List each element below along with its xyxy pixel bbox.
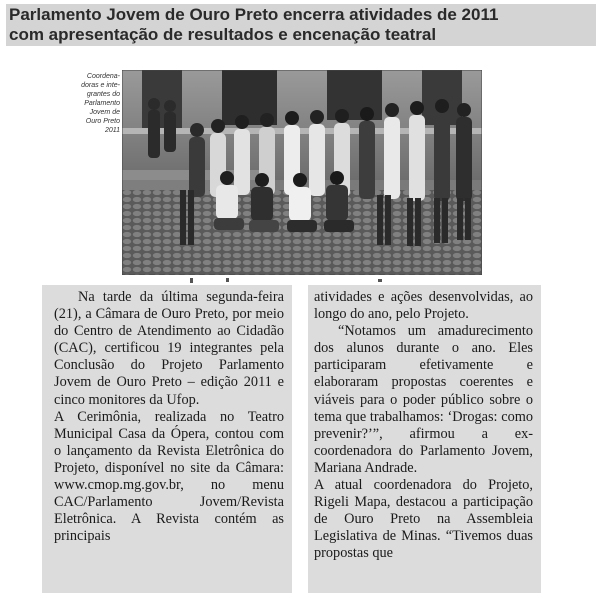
group-photo [122,70,482,275]
caption-line: Coordena- [86,73,120,80]
article-column-left [42,285,292,593]
paragraph: “Notamos um amadurecimento dos alunos durante o ano. Eles participaram efetivamente e elaboraram propostas coerentes e viáveis para o poder público sobre o tema que trabalhamos: ‘Drogas: como prevenir?’”, afirmou a ex-coordenadora do Parlamento Jovem, Mariana Andrade. [314,323,533,476]
scan-speck [190,278,193,283]
group-photo-illustration [122,70,482,275]
caption-line: 2011 [104,127,120,134]
caption-line: Ouro Preto [85,118,120,125]
scan-speck [378,279,382,282]
paragraph: atividades e ações desenvolvidas, ao longo do ano, pelo Projeto. [314,289,533,323]
caption-line: doras e inte- [81,82,120,89]
headline-line-1: Parlamento Jovem de Ouro Preto encerra atividades de 2011 [9,5,499,24]
caption-line: Jovem de [89,109,120,116]
headline-line-2: com apresentação de resultados e encenação teatral [9,25,437,44]
photo-caption [74,72,120,135]
paragraph: A atual coordenadora do Projeto, Rigeli Mapa, destacou a participação de Ouro Preto na Assembleia Legislativa de Minas. “Tivemos duas propostas que [314,477,533,562]
paragraph: A Cerimônia, realizada no Teatro Municipal Casa da Ópera, contou com o lançamento da Revista Eletrônica do Projeto, disponível no site da Câmara: www.cmop.mg.gov.br, no menu CAC/Parlamento Jovem/Revista Eletrônica. A Revista contém as principais [54,408,284,545]
paragraph: Na tarde da última segunda-feira (21), a Câmara de Ouro Preto, por meio do Centro de Atendimento ao Cidadão (CAC), certificou 19 integrantes pela Conclusão do Projeto Parlamento Jovem de Ouro Preto – edição 2011 e cinco monitores da Ufop. [54,289,284,408]
caption-line: grantes do [86,91,120,98]
scan-speck [226,278,229,282]
article-headline [6,4,596,46]
caption-line: Parlamento [84,100,120,107]
article-column-right [308,285,541,593]
